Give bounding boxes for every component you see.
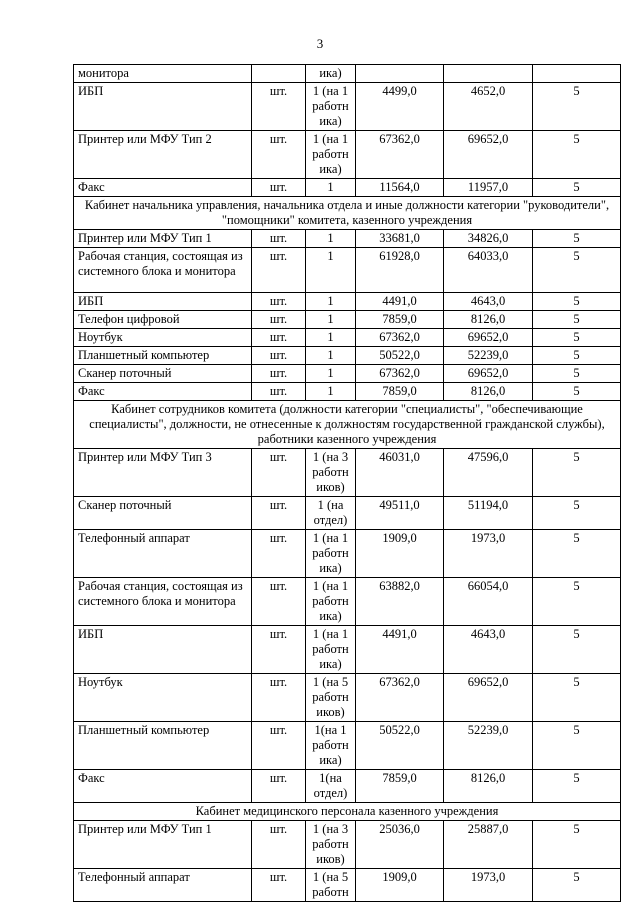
- price-next-year-cell: 69652,0: [444, 329, 533, 347]
- quantity-cell: 1: [306, 383, 356, 401]
- price-cell: 11564,0: [356, 179, 444, 197]
- service-life-cell: [533, 65, 621, 83]
- service-life-cell: 5: [533, 83, 621, 131]
- service-life-cell: 5: [533, 311, 621, 329]
- table-row: [74, 578, 621, 626]
- unit-cell: шт.: [252, 248, 306, 293]
- item-name-cell: Факс: [74, 770, 252, 803]
- quantity-cell: 1 (на 3 работн иков): [306, 449, 356, 497]
- unit-cell: шт.: [252, 383, 306, 401]
- service-life-cell: 5: [533, 821, 621, 869]
- service-life-cell: 5: [533, 530, 621, 578]
- unit-cell: шт.: [252, 293, 306, 311]
- table-row: [74, 248, 621, 293]
- table-row: [74, 347, 621, 365]
- unit-cell: шт.: [252, 365, 306, 383]
- price-cell: 63882,0: [356, 578, 444, 626]
- service-life-cell: 5: [533, 347, 621, 365]
- item-name-cell: Рабочая станция, состоящая из системного блока и монитора: [74, 578, 252, 626]
- service-life-cell: 5: [533, 131, 621, 179]
- price-cell: 4491,0: [356, 626, 444, 674]
- quantity-cell: 1 (на отдел): [306, 497, 356, 530]
- table-row: [74, 722, 621, 770]
- table-row: [74, 626, 621, 674]
- table-row: [74, 674, 621, 722]
- price-cell: 4499,0: [356, 83, 444, 131]
- service-life-cell: 5: [533, 497, 621, 530]
- quantity-cell: 1: [306, 179, 356, 197]
- quantity-cell: 1: [306, 293, 356, 311]
- price-next-year-cell: 69652,0: [444, 365, 533, 383]
- price-cell: 67362,0: [356, 329, 444, 347]
- price-cell: 1909,0: [356, 530, 444, 578]
- price-cell: 50522,0: [356, 722, 444, 770]
- unit-cell: [252, 65, 306, 83]
- price-next-year-cell: 8126,0: [444, 311, 533, 329]
- quantity-cell: 1 (на 3 работн иков): [306, 821, 356, 869]
- price-cell: 67362,0: [356, 674, 444, 722]
- item-name-cell: Принтер или МФУ Тип 1: [74, 821, 252, 869]
- price-next-year-cell: 47596,0: [444, 449, 533, 497]
- quantity-cell: 1 (на 1 работн ика): [306, 530, 356, 578]
- quantity-cell: 1 (на 1 работн ика): [306, 131, 356, 179]
- item-name-cell: ИБП: [74, 83, 252, 131]
- price-cell: 4491,0: [356, 293, 444, 311]
- price-next-year-cell: 4643,0: [444, 293, 533, 311]
- item-name-cell: Телефонный аппарат: [74, 530, 252, 578]
- price-next-year-cell: 1973,0: [444, 530, 533, 578]
- unit-cell: шт.: [252, 626, 306, 674]
- price-next-year-cell: 52239,0: [444, 722, 533, 770]
- service-life-cell: 5: [533, 869, 621, 902]
- section-heading-row: [74, 197, 621, 230]
- price-next-year-cell: 4643,0: [444, 626, 533, 674]
- section-heading-row: [74, 803, 621, 821]
- service-life-cell: 5: [533, 674, 621, 722]
- service-life-cell: 5: [533, 293, 621, 311]
- quantity-cell: 1(на 1 работн ика): [306, 722, 356, 770]
- table-row: [74, 449, 621, 497]
- table-body: [74, 65, 621, 902]
- price-cell: 50522,0: [356, 347, 444, 365]
- item-name-cell: Планшетный компьютер: [74, 347, 252, 365]
- quantity-cell: 1: [306, 248, 356, 293]
- item-name-cell: Факс: [74, 383, 252, 401]
- price-next-year-cell: 25887,0: [444, 821, 533, 869]
- price-next-year-cell: 11957,0: [444, 179, 533, 197]
- unit-cell: шт.: [252, 821, 306, 869]
- page-number: 3: [316, 36, 324, 51]
- unit-cell: шт.: [252, 497, 306, 530]
- equipment-norms-table: [73, 64, 621, 902]
- price-next-year-cell: 1973,0: [444, 869, 533, 902]
- item-name-cell: ИБП: [74, 293, 252, 311]
- price-next-year-cell: 8126,0: [444, 770, 533, 803]
- service-life-cell: 5: [533, 383, 621, 401]
- price-cell: 7859,0: [356, 311, 444, 329]
- price-next-year-cell: [444, 65, 533, 83]
- item-name-cell: Ноутбук: [74, 329, 252, 347]
- unit-cell: шт.: [252, 83, 306, 131]
- price-cell: 61928,0: [356, 248, 444, 293]
- section-heading: Кабинет медицинского персонала казенного учреждения: [74, 803, 621, 821]
- unit-cell: шт.: [252, 131, 306, 179]
- price-cell: 49511,0: [356, 497, 444, 530]
- unit-cell: шт.: [252, 869, 306, 902]
- quantity-cell: 1(на отдел): [306, 770, 356, 803]
- table-row: [74, 293, 621, 311]
- unit-cell: шт.: [252, 674, 306, 722]
- item-name-cell: Телефон цифровой: [74, 311, 252, 329]
- unit-cell: шт.: [252, 722, 306, 770]
- item-name-cell: Рабочая станция, состоящая из системного блока и монитора: [74, 248, 252, 293]
- table-row: [74, 83, 621, 131]
- price-next-year-cell: 8126,0: [444, 383, 533, 401]
- item-name-cell: монитора: [74, 65, 252, 83]
- service-life-cell: 5: [533, 179, 621, 197]
- price-cell: 1909,0: [356, 869, 444, 902]
- price-next-year-cell: 51194,0: [444, 497, 533, 530]
- quantity-cell: 1 (на 5 работн иков): [306, 674, 356, 722]
- price-next-year-cell: 64033,0: [444, 248, 533, 293]
- price-cell: [356, 65, 444, 83]
- quantity-cell: 1 (на 5 работн: [306, 869, 356, 902]
- table-row: [74, 869, 621, 902]
- table-row: [74, 311, 621, 329]
- price-next-year-cell: 69652,0: [444, 674, 533, 722]
- price-cell: 46031,0: [356, 449, 444, 497]
- table-row: [74, 230, 621, 248]
- table-row: [74, 65, 621, 83]
- section-heading: Кабинет начальника управления, начальника отдела и иные должности категории "руководители", "помощники" комитета, казенного учреждения: [74, 197, 621, 230]
- quantity-cell: ика): [306, 65, 356, 83]
- price-cell: 7859,0: [356, 383, 444, 401]
- price-next-year-cell: 34826,0: [444, 230, 533, 248]
- unit-cell: шт.: [252, 578, 306, 626]
- price-next-year-cell: 4652,0: [444, 83, 533, 131]
- unit-cell: шт.: [252, 311, 306, 329]
- price-next-year-cell: 69652,0: [444, 131, 533, 179]
- price-next-year-cell: 52239,0: [444, 347, 533, 365]
- table-row: [74, 770, 621, 803]
- quantity-cell: 1: [306, 365, 356, 383]
- quantity-cell: 1: [306, 230, 356, 248]
- table-row: [74, 179, 621, 197]
- item-name-cell: Принтер или МФУ Тип 1: [74, 230, 252, 248]
- table-row: [74, 365, 621, 383]
- item-name-cell: Телефонный аппарат: [74, 869, 252, 902]
- unit-cell: шт.: [252, 230, 306, 248]
- service-life-cell: 5: [533, 770, 621, 803]
- table-row: [74, 329, 621, 347]
- item-name-cell: Факс: [74, 179, 252, 197]
- unit-cell: шт.: [252, 347, 306, 365]
- price-cell: 25036,0: [356, 821, 444, 869]
- item-name-cell: ИБП: [74, 626, 252, 674]
- section-heading-row: [74, 401, 621, 449]
- quantity-cell: 1 (на 1 работн ика): [306, 83, 356, 131]
- service-life-cell: 5: [533, 449, 621, 497]
- item-name-cell: Планшетный компьютер: [74, 722, 252, 770]
- unit-cell: шт.: [252, 449, 306, 497]
- item-name-cell: Сканер поточный: [74, 497, 252, 530]
- item-name-cell: Принтер или МФУ Тип 2: [74, 131, 252, 179]
- item-name-cell: Принтер или МФУ Тип 3: [74, 449, 252, 497]
- table-row: [74, 383, 621, 401]
- unit-cell: шт.: [252, 530, 306, 578]
- table-row: [74, 530, 621, 578]
- table-row: [74, 821, 621, 869]
- service-life-cell: 5: [533, 329, 621, 347]
- table-row: [74, 131, 621, 179]
- price-next-year-cell: 66054,0: [444, 578, 533, 626]
- service-life-cell: 5: [533, 365, 621, 383]
- quantity-cell: 1: [306, 347, 356, 365]
- service-life-cell: 5: [533, 626, 621, 674]
- price-cell: 67362,0: [356, 365, 444, 383]
- service-life-cell: 5: [533, 578, 621, 626]
- price-cell: 7859,0: [356, 770, 444, 803]
- quantity-cell: 1 (на 1 работн ика): [306, 578, 356, 626]
- quantity-cell: 1: [306, 311, 356, 329]
- item-name-cell: Ноутбук: [74, 674, 252, 722]
- price-cell: 33681,0: [356, 230, 444, 248]
- unit-cell: шт.: [252, 179, 306, 197]
- service-life-cell: 5: [533, 230, 621, 248]
- service-life-cell: 5: [533, 722, 621, 770]
- quantity-cell: 1: [306, 329, 356, 347]
- item-name-cell: Сканер поточный: [74, 365, 252, 383]
- table-row: [74, 497, 621, 530]
- unit-cell: шт.: [252, 770, 306, 803]
- unit-cell: шт.: [252, 329, 306, 347]
- service-life-cell: 5: [533, 248, 621, 293]
- price-cell: 67362,0: [356, 131, 444, 179]
- quantity-cell: 1 (на 1 работн ика): [306, 626, 356, 674]
- section-heading: Кабинет сотрудников комитета (должности категории "специалисты", "обеспечивающие специалисты", должности, не отнесенные к должностям государственной гражданской службы), работники казенного учреждения: [74, 401, 621, 449]
